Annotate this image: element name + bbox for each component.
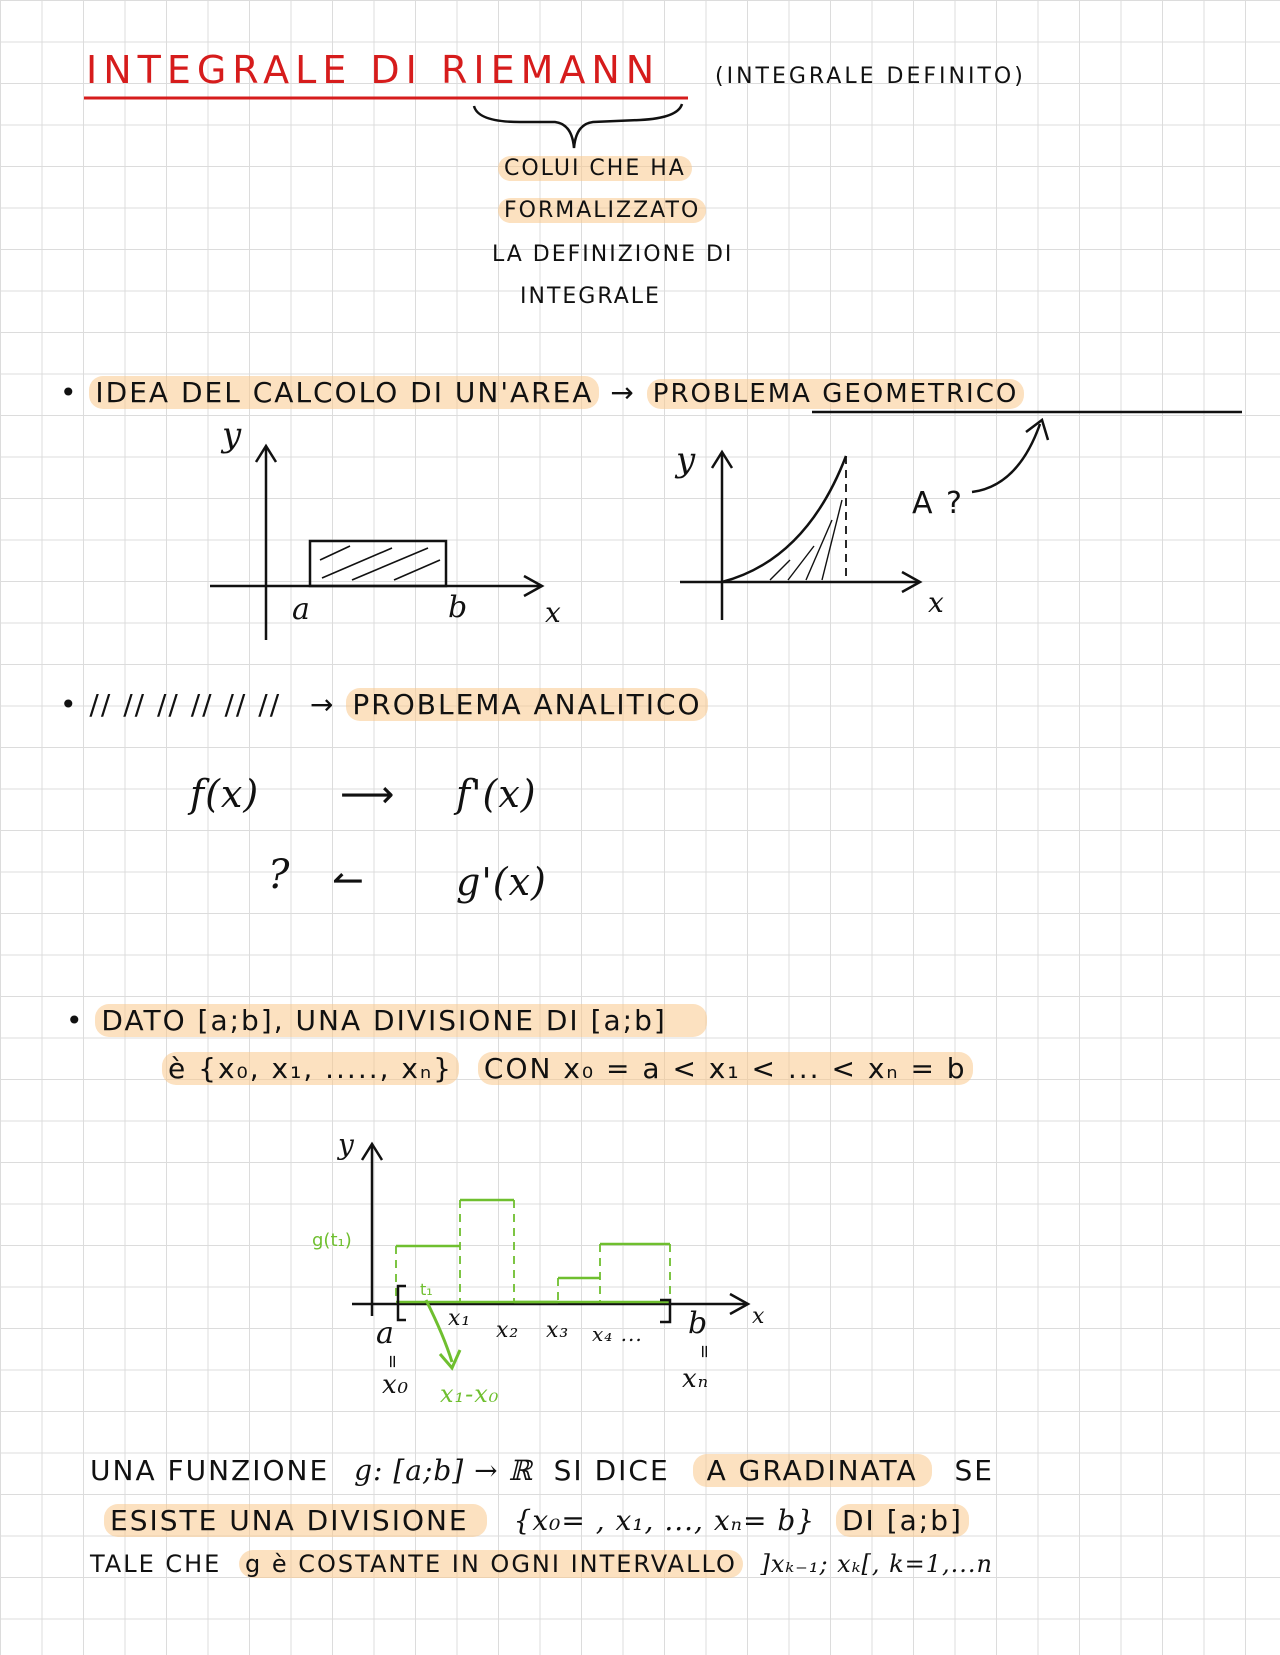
graph3-x0-label: x₀ xyxy=(382,1370,410,1400)
def-line-3: TALE CHE g è COSTANTE IN OGNI INTERVALLO ]xₖ₋₁; xₖ[, k=1,...n xyxy=(90,1550,993,1578)
bullet-2-arrow: → xyxy=(310,688,336,721)
brace-note-line-2: FORMALIZZATO xyxy=(498,198,706,223)
graph3-tick-x4: x₄ ... xyxy=(592,1322,643,1346)
graph2-hatching xyxy=(770,500,842,580)
curly-brace xyxy=(474,104,682,148)
graph1-b-label: b xyxy=(448,590,469,625)
bullet-2-result: PROBLEMA ANALITICO xyxy=(346,688,707,721)
bullet-1-arrow: → xyxy=(610,376,636,409)
deriv-gp: g'(x) xyxy=(456,860,547,904)
brace-note-line-4: INTEGRALE xyxy=(520,284,661,309)
bullet-2-marks: // // // // // // xyxy=(89,688,282,721)
graph3-tick-x3: x₃ xyxy=(546,1318,570,1343)
title-paren: (INTEGRALE DEFINITO) xyxy=(715,64,1026,89)
bullet-1-result: PROBLEMA GEOMETRICO xyxy=(647,379,1025,409)
bullet-1: • IDEA DEL CALCOLO DI UN'AREA → PROBLEMA GEOMETRICO xyxy=(60,376,1024,409)
deriv-f: f(x) xyxy=(190,772,260,816)
graph3-eq-b: = xyxy=(694,1343,716,1362)
def-line-1: UNA FUNZIONE g: [a;b] → ℝ SI DICE A GRADINATA SE xyxy=(90,1454,994,1487)
bullet-2: • // // // // // // → PROBLEMA ANALITICO xyxy=(60,688,708,721)
graph3-step-function xyxy=(396,1200,670,1302)
graph3-axes xyxy=(352,1144,748,1316)
graph1-axes xyxy=(210,446,542,640)
deriv-fp: f'(x) xyxy=(456,772,537,816)
brace-note-line-3: LA DEFINIZIONE DI xyxy=(492,242,734,267)
graph2-arrow xyxy=(972,424,1040,492)
graph1-a-label: a xyxy=(292,592,311,627)
graph3-x-label: x xyxy=(752,1304,766,1329)
deriv-question: ? xyxy=(268,852,291,898)
graph3-xn-label: xₙ xyxy=(682,1364,710,1394)
bullet-1-text: IDEA DEL CALCOLO DI UN'AREA xyxy=(89,376,599,409)
graph3-dashed-lines xyxy=(396,1200,670,1302)
graph3-y-label: y xyxy=(338,1128,355,1161)
bullet-3-condition: CON x₀ = a < x₁ < ... < xₙ = b xyxy=(478,1052,973,1085)
graph2-x-label: x xyxy=(928,586,945,619)
graph3-green-arrow xyxy=(426,1300,452,1362)
graph1-rectangle xyxy=(310,541,446,586)
graph1-hatching xyxy=(320,546,440,580)
graph3-tick-x2: x₂ xyxy=(496,1318,520,1343)
page-title: INTEGRALE DI RIEMANN xyxy=(86,48,661,92)
graph3-tick-x1: x₁ xyxy=(448,1306,472,1331)
graph2-curve xyxy=(722,456,846,582)
bullet-3-line-1: • DATO [a;b], UNA DIVISIONE DI [a;b] xyxy=(66,1004,707,1037)
graph3-b-label: b xyxy=(688,1306,709,1341)
graph2-question: A ? xyxy=(912,486,964,521)
graph1-x-label: x xyxy=(545,596,562,629)
def-line-2: ESISTE UNA DIVISIONE {x₀= , x₁, ..., xₙ= b} DI [a;b] xyxy=(104,1504,969,1537)
graph3-diff-label: x₁-x₀ xyxy=(440,1380,500,1408)
brace-note-line-1: COLUI CHE HA xyxy=(498,156,692,181)
graph1-y-label: y xyxy=(222,415,243,455)
deriv-back-arrow: ↼ xyxy=(332,858,366,902)
graph3-a-label: a xyxy=(376,1316,395,1351)
graph3-t1-label: t₁ xyxy=(420,1280,433,1299)
deriv-arrow: ⟶ xyxy=(340,772,397,816)
graph2-y-label: y xyxy=(676,440,697,480)
graph3-eq-a: = xyxy=(382,1353,404,1372)
graph3-g-label: g(t₁) xyxy=(312,1230,352,1251)
bullet-3-set: è {x₀, x₁, ....., xₙ} xyxy=(162,1052,459,1085)
